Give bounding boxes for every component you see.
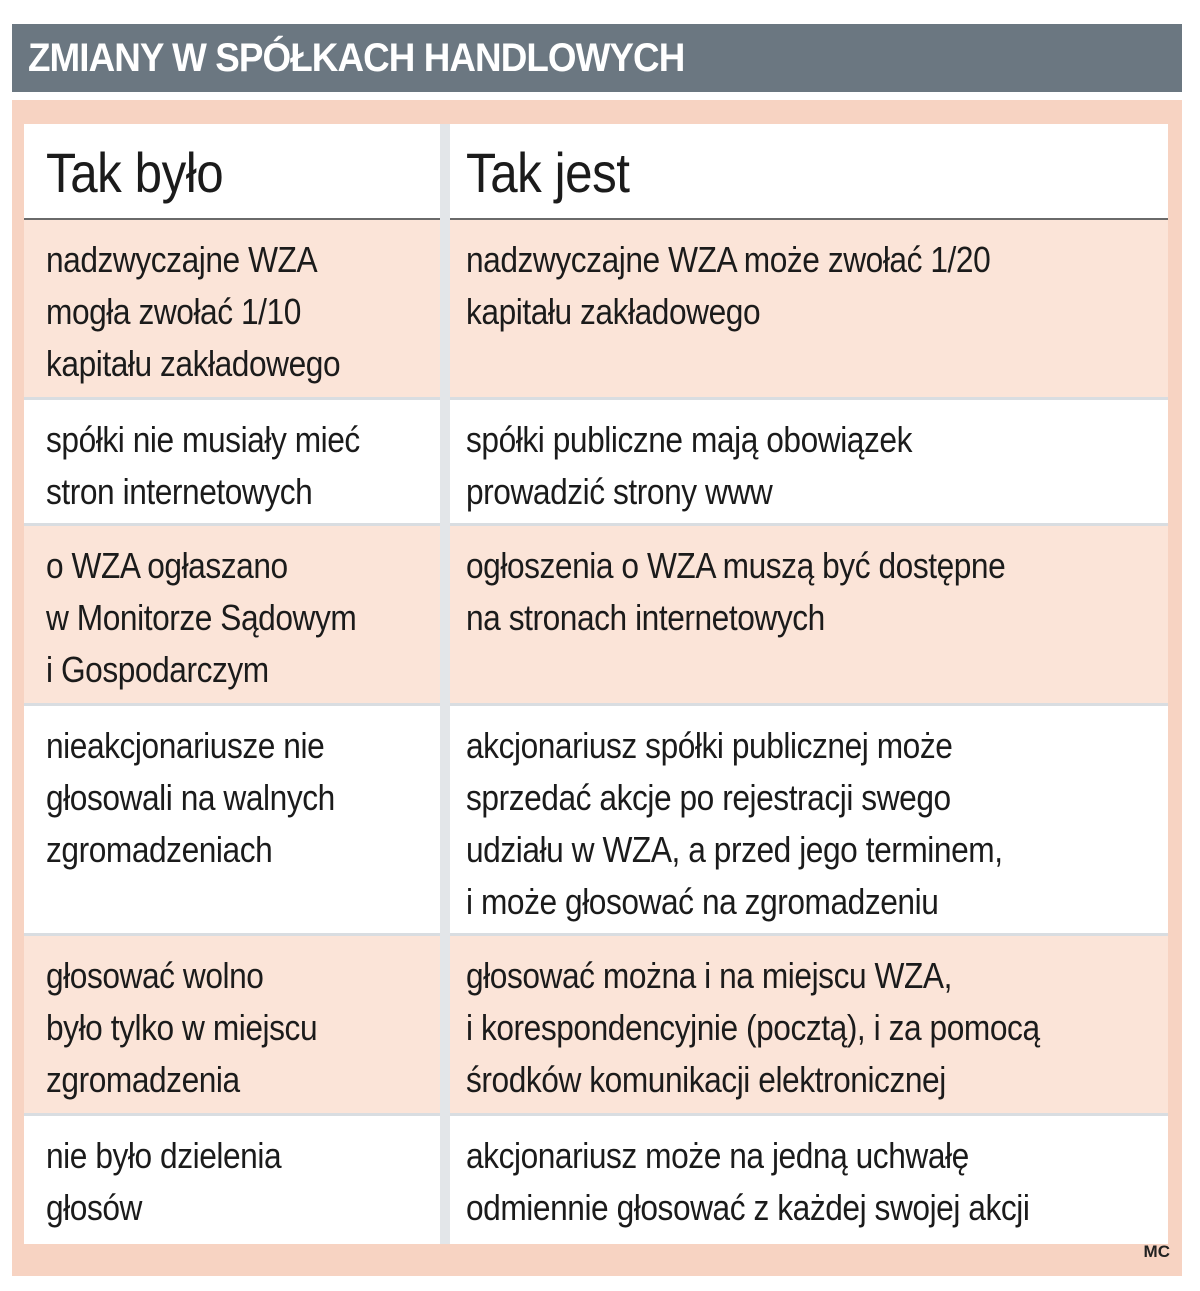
page-title: ZMIANY W SPÓŁKACH HANDLOWYCH (28, 35, 685, 80)
column-divider (440, 936, 450, 1116)
cell-before: głosować wolno było tylko w miejscu zgromadzenia (24, 936, 440, 1116)
column-divider (440, 526, 450, 706)
comparison-table (24, 124, 1168, 1244)
cell-after: akcjonariusz spółki publicznej może sprzedać akcje po rejestracji swego udziału w WZA, a przed jego terminem, i może głosować na zgromadzeniu (450, 706, 1168, 936)
table-header-row (24, 124, 1168, 220)
table-row (24, 936, 1168, 1116)
cell-after: akcjonariusz może na jedną uchwałę odmiennie głosować z każdej swojej akcji (450, 1116, 1168, 1244)
header-after: Tak jest (450, 124, 1168, 220)
table-row (24, 706, 1168, 936)
column-divider (440, 220, 450, 400)
cell-after: głosować można i na miejscu WZA, i korespondencyjnie (pocztą), i za pomocą środków komunikacji elektronicznej (450, 936, 1168, 1116)
cell-before: o WZA ogłaszano w Monitorze Sądowym i Gospodarczym (24, 526, 440, 706)
column-divider (440, 1116, 450, 1244)
cell-before: nadzwyczajne WZA mogła zwołać 1/10 kapitału zakładowego (24, 220, 440, 400)
cell-after: ogłoszenia o WZA muszą być dostępne na stronach internetowych (450, 526, 1168, 706)
column-divider (440, 400, 450, 526)
cell-before: spółki nie musiały mieć stron internetowych (24, 400, 440, 526)
cell-after: spółki publiczne mają obowiązek prowadzić strony www (450, 400, 1168, 526)
author-credit: MC (1143, 1242, 1170, 1261)
column-divider (440, 706, 450, 936)
table-row (24, 400, 1168, 526)
table-row (24, 1116, 1168, 1244)
column-divider (440, 124, 450, 220)
cell-before: nieakcjonariusze nie głosowali na walnych zgromadzeniach (24, 706, 440, 936)
title-bar (12, 24, 1182, 92)
cell-after: nadzwyczajne WZA może zwołać 1/20 kapitału zakładowego (450, 220, 1168, 400)
table-row (24, 220, 1168, 400)
cell-before: nie było dzielenia głosów (24, 1116, 440, 1244)
table-row (24, 526, 1168, 706)
header-before: Tak było (24, 124, 440, 220)
